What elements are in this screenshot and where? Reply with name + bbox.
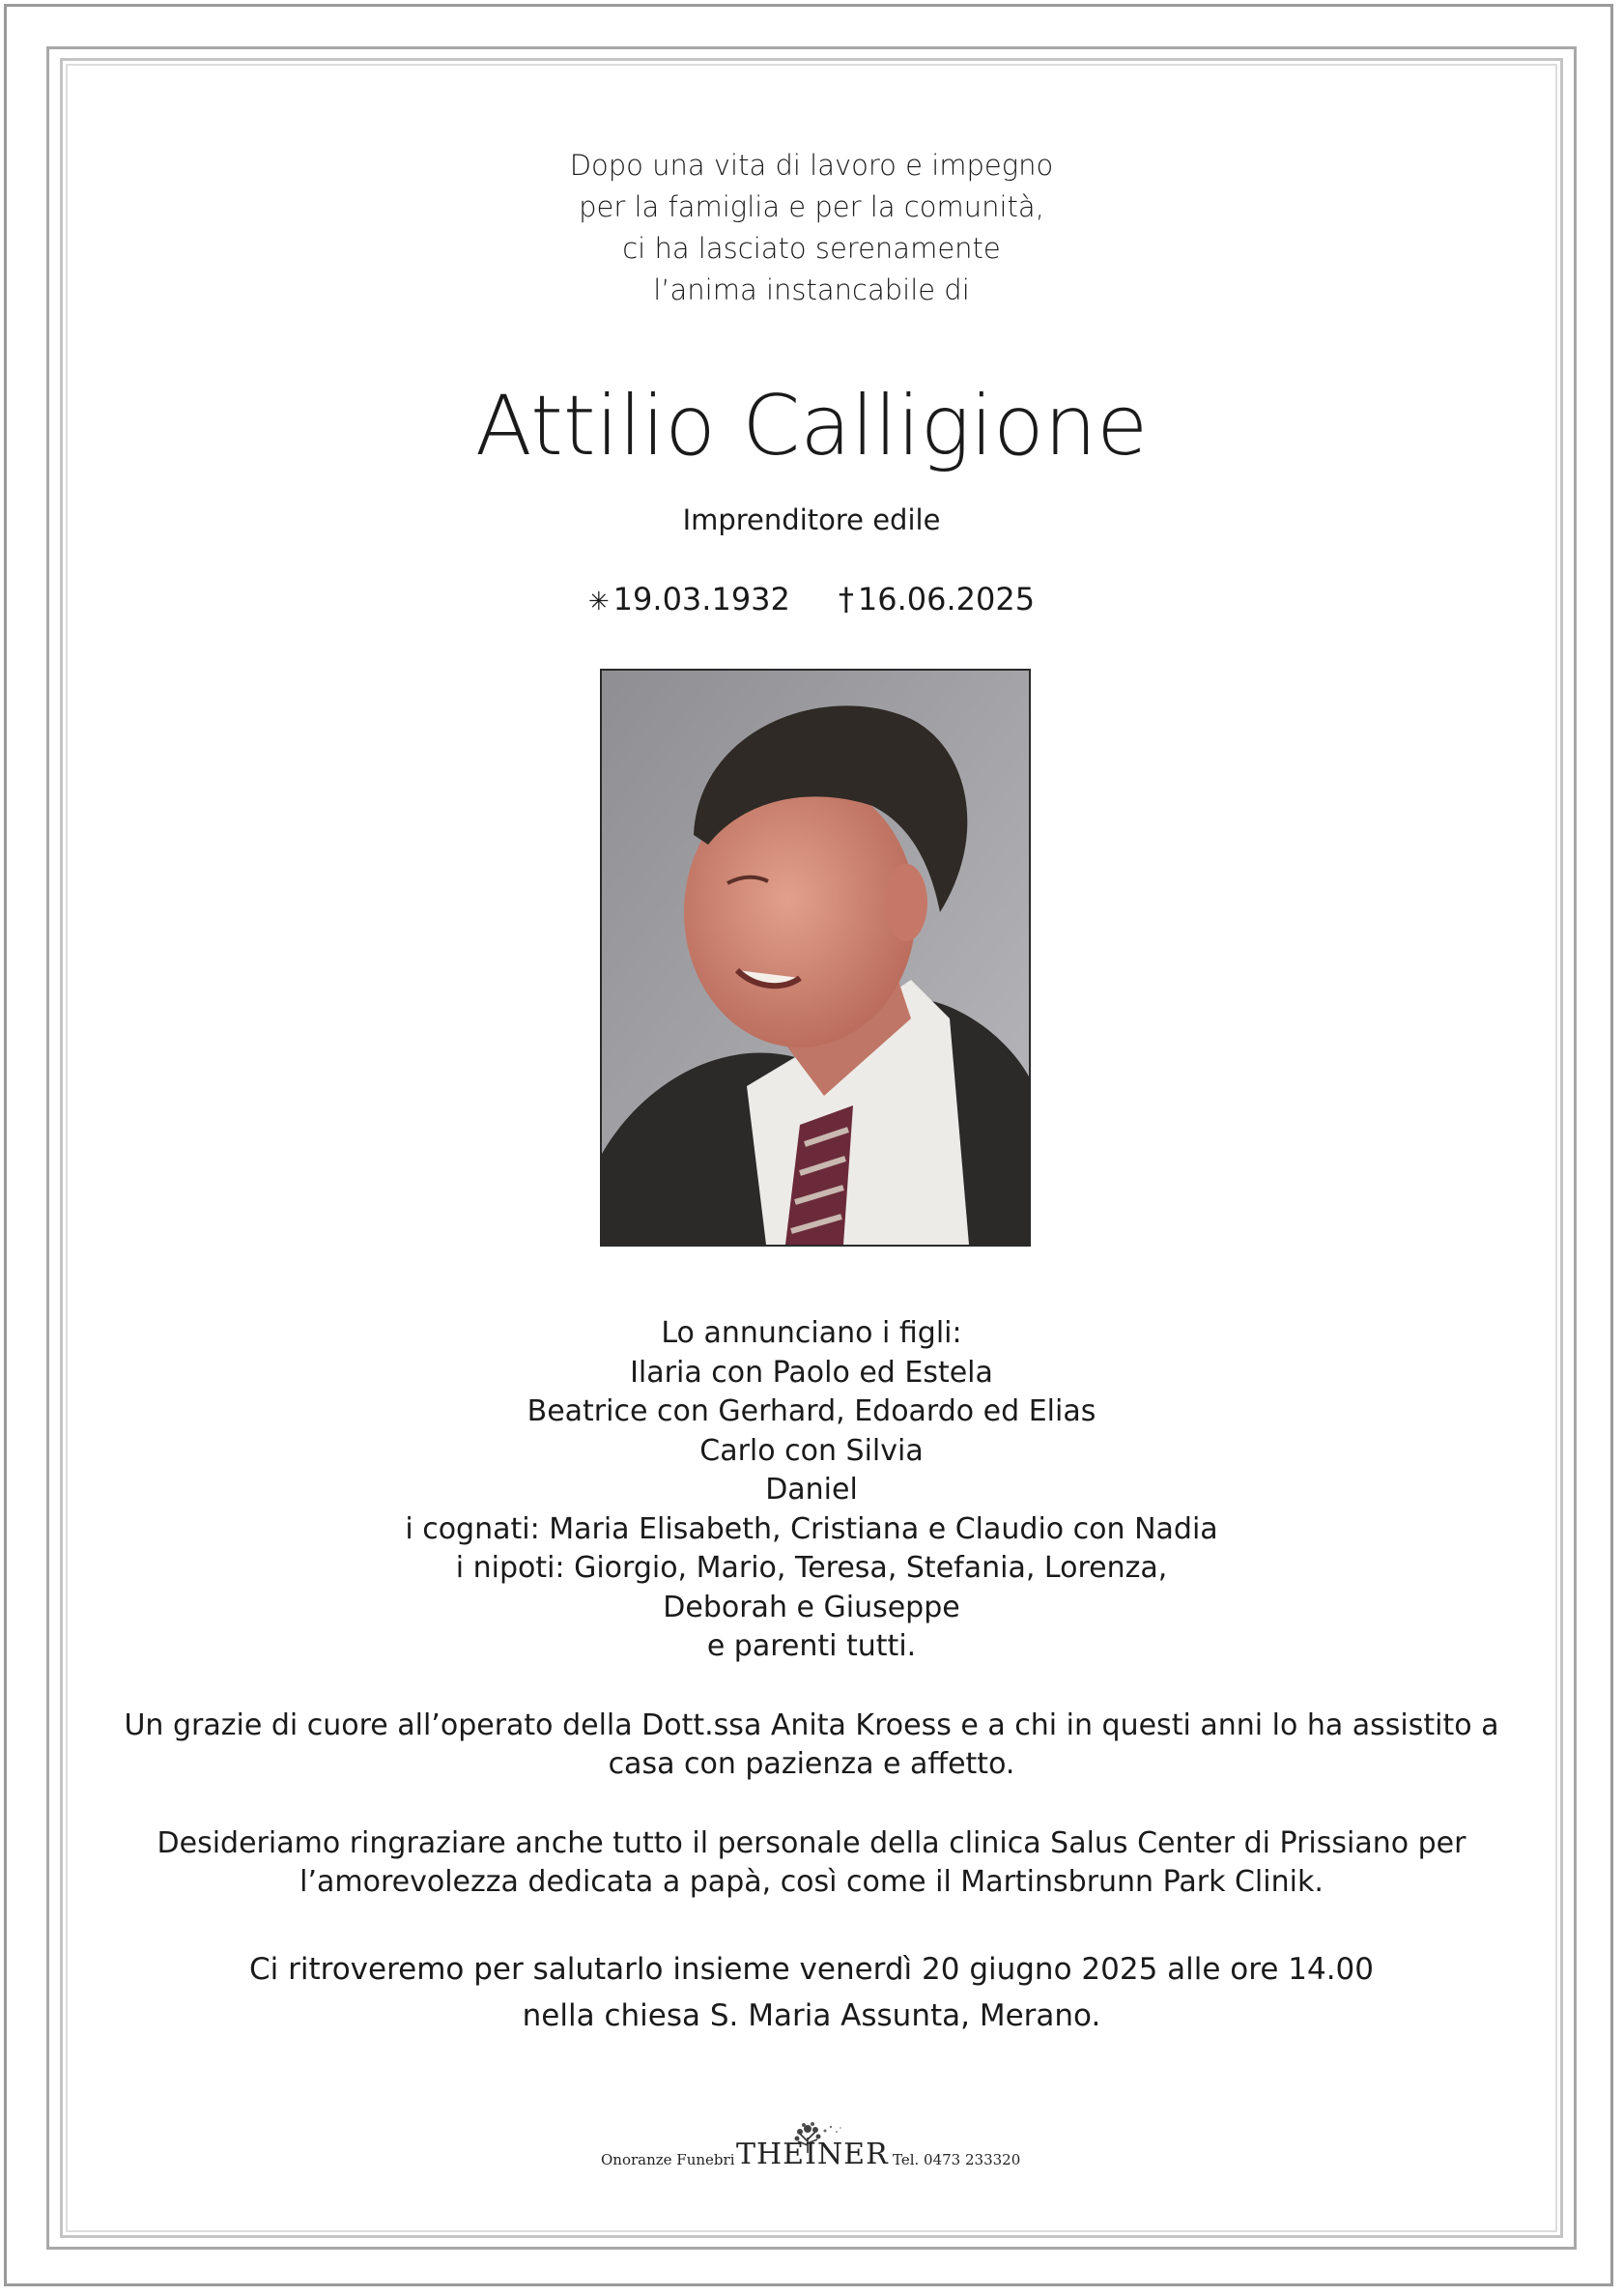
- funeral-info: [0, 1946, 1623, 2039]
- birth-star-icon: ✳: [587, 588, 610, 617]
- death-date-group: [839, 580, 1035, 618]
- life-dates: [0, 580, 1623, 621]
- intro-text: [0, 145, 1623, 311]
- thanks-line: l’amorevolezza dedicata a papà, così come il Martinsbrunn Park Clinik.: [299, 1865, 1324, 1899]
- death-cross-icon: †: [838, 581, 854, 617]
- deceased-profession: Imprenditore edile: [682, 503, 941, 536]
- funeral-home-footer: [0, 2120, 1623, 2178]
- family-line: e parenti tutti.: [706, 1629, 917, 1663]
- family-line: Beatrice con Gerhard, Edoardo ed Elias: [527, 1394, 1096, 1428]
- family-line: Deborah e Giuseppe: [663, 1590, 960, 1624]
- portrait-photo: [600, 669, 1031, 1247]
- family-line: Lo annunciano i figli:: [661, 1316, 962, 1350]
- thanks-line: Desideriamo ringraziare anche tutto il personale della clinica Salus Center di Prissiano per: [157, 1826, 1466, 1860]
- family-list: [0, 1314, 1623, 1667]
- thanks-line: casa con pazienza e affetto.: [608, 1747, 1015, 1781]
- intro-line: ci ha lasciato serenamente: [622, 232, 1001, 265]
- funeral-home-brand: THEINER: [736, 2138, 889, 2171]
- family-line: Ilaria con Paolo ed Estela: [630, 1355, 993, 1390]
- deceased-name: Attilio Calligione: [474, 378, 1149, 474]
- footer-label: Onoranze Funebri: [601, 2151, 735, 2168]
- family-line: Daniel: [765, 1473, 858, 1507]
- thanks-paragraph-doctor: [0, 1707, 1623, 1784]
- birth-date-group: [588, 580, 790, 621]
- funeral-line: nella chiesa S. Maria Assunta, Merano.: [522, 1998, 1101, 2033]
- birth-date: 19.03.1932: [612, 581, 790, 617]
- death-date: 16.06.2025: [857, 581, 1036, 617]
- funeral-line: Ci ritroveremo per salutarlo insieme venerdì 20 giugno 2025 alle ore 14.00: [249, 1952, 1374, 1987]
- intro-line: l’anima instancabile di: [653, 273, 970, 306]
- footer-phone: Tel. 0473 233320: [893, 2151, 1021, 2168]
- thanks-paragraph-clinic: [0, 1824, 1623, 1902]
- intro-line: per la famiglia e per la comunità,: [579, 190, 1044, 223]
- family-line: Carlo con Silvia: [699, 1433, 924, 1468]
- family-line: i nipoti: Giorgio, Mario, Teresa, Stefania, Lorenza,: [455, 1551, 1168, 1585]
- thanks-line: Un grazie di cuore all’operato della Dott.ssa Anita Kroess e a chi in questi anni lo ha assistito a: [124, 1708, 1499, 1742]
- intro-line: Dopo una vita di lavoro e impegno: [569, 149, 1054, 182]
- family-line: i cognati: Maria Elisabeth, Cristiana e Claudio con Nadia: [405, 1511, 1218, 1546]
